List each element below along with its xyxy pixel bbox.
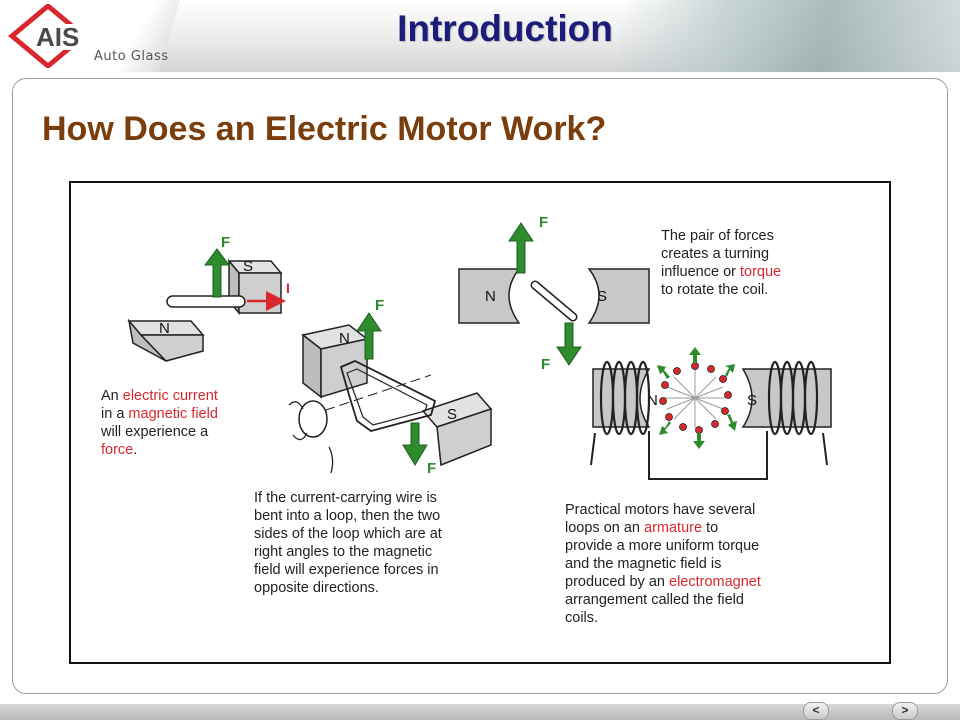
caption4-line6: arrangement called the field [565, 592, 744, 608]
caption2-line3: sides of the loop which are at [254, 526, 442, 542]
s-magnet-front [239, 273, 281, 313]
caption3-line2: creates a turning [661, 246, 770, 262]
caption4-line3: provide a more uniform torque [565, 538, 760, 554]
coil-bar-fill [535, 285, 573, 317]
caption3-line4: to rotate the coil. [661, 282, 769, 298]
caption2-line4: right angles to the magnetic [254, 544, 433, 560]
s-label: S [243, 258, 254, 275]
caption-practical-motors [565, 501, 761, 627]
caption2-line6: opposite directions. [254, 580, 379, 596]
wire-rod [167, 296, 245, 307]
caption4-line1: Practical motors have several [565, 502, 756, 518]
caption1-magnetic-field: magnetic field [128, 406, 218, 422]
force-arrow-loop-down [403, 423, 427, 465]
caption1-period: . [133, 442, 138, 458]
force-label-1: F [221, 234, 231, 251]
caption1-line2a: in a [101, 406, 129, 422]
caption-torque [661, 227, 781, 299]
caption1-electric-current: electric current [122, 388, 218, 404]
caption1-line1a: An [101, 388, 123, 404]
logo-subtitle: Auto Glass [94, 49, 169, 64]
loop-n-label: N [339, 330, 350, 347]
caption1-force: force [101, 442, 134, 458]
slide-title: How Does an Electric Motor Work? [42, 110, 607, 148]
caption3-torque: torque [740, 264, 782, 280]
caption4-electromagnet: electromagnet [669, 574, 761, 590]
caption4-line4: and the magnetic field is [565, 556, 722, 572]
force-label-torque-down: F [541, 356, 551, 373]
caption4-armature: armature [644, 520, 703, 536]
field-coil-circuit [649, 431, 767, 479]
force-arrow-torque-down [557, 323, 581, 365]
caption4-line2a: loops on an [565, 520, 645, 536]
n-label: N [159, 320, 170, 337]
caption-wire-loop [254, 489, 442, 597]
loop-s-label: S [447, 406, 458, 423]
torque-s-label: S [597, 288, 608, 305]
force-label-loop-down: F [427, 460, 437, 477]
panel-single-wire [129, 234, 290, 361]
section-heading: Introduction [397, 8, 613, 49]
commutator [299, 401, 327, 437]
caption4-line5a: produced by an [565, 574, 669, 590]
force-arrow-1 [205, 249, 229, 297]
force-arrow-torque-up [509, 223, 533, 273]
loop-n-magnet-front [321, 339, 367, 397]
torque-n-label: N [485, 288, 496, 305]
slide-header [0, 0, 960, 72]
caption2-line2: bent into a loop, then the two [254, 508, 441, 524]
coil-leads [591, 433, 827, 465]
current-label: I [286, 280, 290, 296]
caption2-line1: If the current-carrying wire is [254, 490, 437, 506]
armature [657, 347, 737, 449]
caption3-line1: The pair of forces [661, 228, 774, 244]
caption1-line3: will experience a [101, 424, 209, 440]
caption-current-in-field [101, 387, 218, 459]
next-slide-button[interactable]: > [892, 702, 918, 720]
caption4-line7: coils. [565, 610, 599, 626]
motor-diagram [69, 181, 891, 664]
caption4-line2c: to [702, 520, 719, 536]
practical-s-label: S [747, 392, 758, 409]
force-label-torque-up: F [539, 214, 549, 231]
panel-wire-loop [289, 297, 491, 477]
practical-n-label: N [647, 392, 658, 409]
prev-slide-button[interactable]: < [803, 702, 829, 720]
caption2-line5: field will experience forces in [254, 562, 439, 578]
panel-torque [459, 214, 649, 373]
caption3-line3a: influence or [661, 264, 740, 280]
panel-practical-motor [591, 347, 831, 479]
force-label-loop-up: F [375, 297, 385, 314]
logo-mark: AIS [36, 22, 80, 52]
